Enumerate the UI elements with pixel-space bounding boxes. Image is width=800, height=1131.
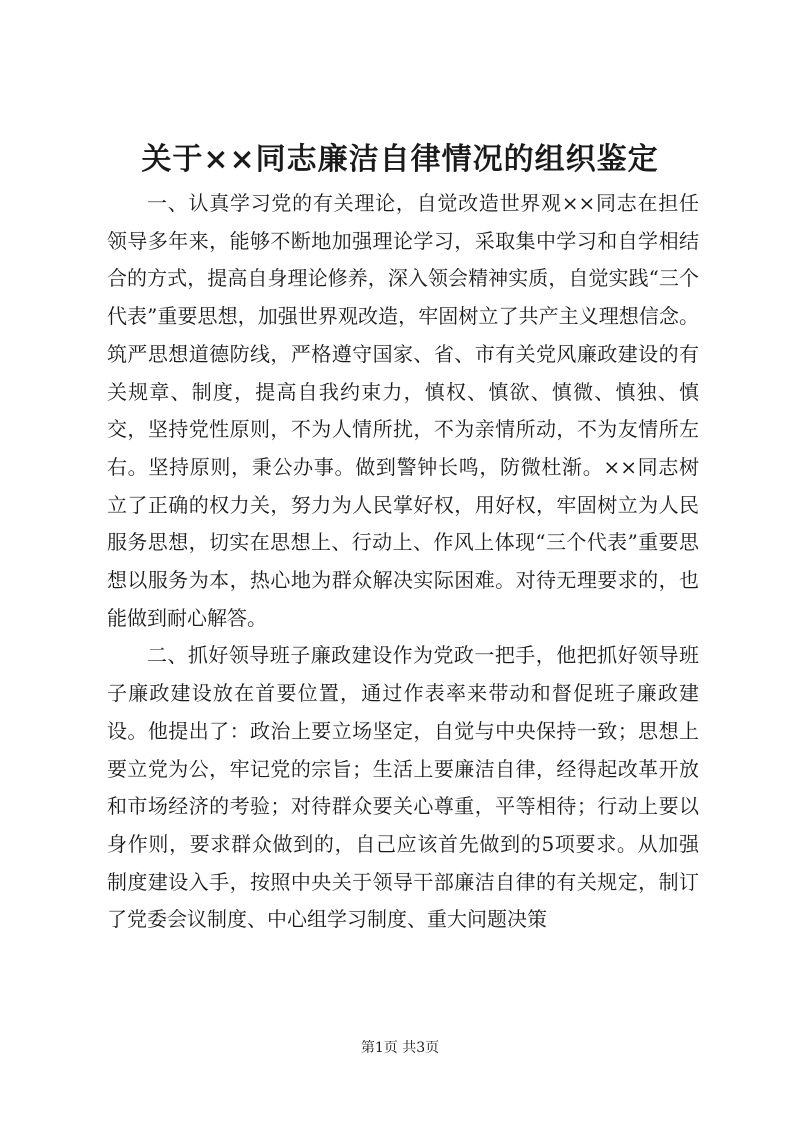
document-body — [107, 185, 699, 939]
paragraph-1: 一、认真学习党的有关理论，自觉改造世界观××同志在担任领导多年来，能够不断地加强理论学习，采取集中学习和自学相结合的方式，提高自身理论修养，深入领会精神实质，自觉实践“三个代表”重要思想，加强世界观改造，牢固树立了共产主义理想信念。筑严思想道德防线，严格遵守国家、省、市有关党风廉政建设的有关规章、制度，提高自我约束力，慎权、慎欲、慎微、慎独、慎交，坚持党性原则，不为人情所扰，不为亲情所动，不为友情所左右。坚持原则，秉公办事。做到警钟长鸣，防微杜渐。××同志树立了正确的权力关，努力为人民掌好权，用好权，牢固树立为人民服务思想，切实在思想上、行动上、作风上体现“三个代表”重要思想以服务为本，热心地为群众解决实际困难。对待无理要求的，也能做到耐心解答。 — [107, 191, 699, 630]
document-title: 关于××同志廉洁自律情况的组织鉴定 — [141, 142, 659, 177]
page-footer: 第1页 共3页 — [360, 1040, 440, 1056]
paragraph-2: 二、抓好领导班子廉政建设作为党政一把手，他把抓好领导班子廉政建设放在首要位置，通过作表率来带动和督促班子廉政建设。他提出了：政治上要立场坚定，自觉与中央保持一致；思想上要立党为公，牢记党的宗旨；生活上要廉洁自律，经得起改革开放和市场经济的考验；对待群众要关心尊重，平等相待；行动上要以身作则，要求群众做到的，自己应该首先做到的5项要求。从加强制度建设入手，按照中央关于领导干部廉洁自律的有关规定，制订了党委会议制度、中心组学习制度、重大问题决策 — [107, 643, 699, 932]
